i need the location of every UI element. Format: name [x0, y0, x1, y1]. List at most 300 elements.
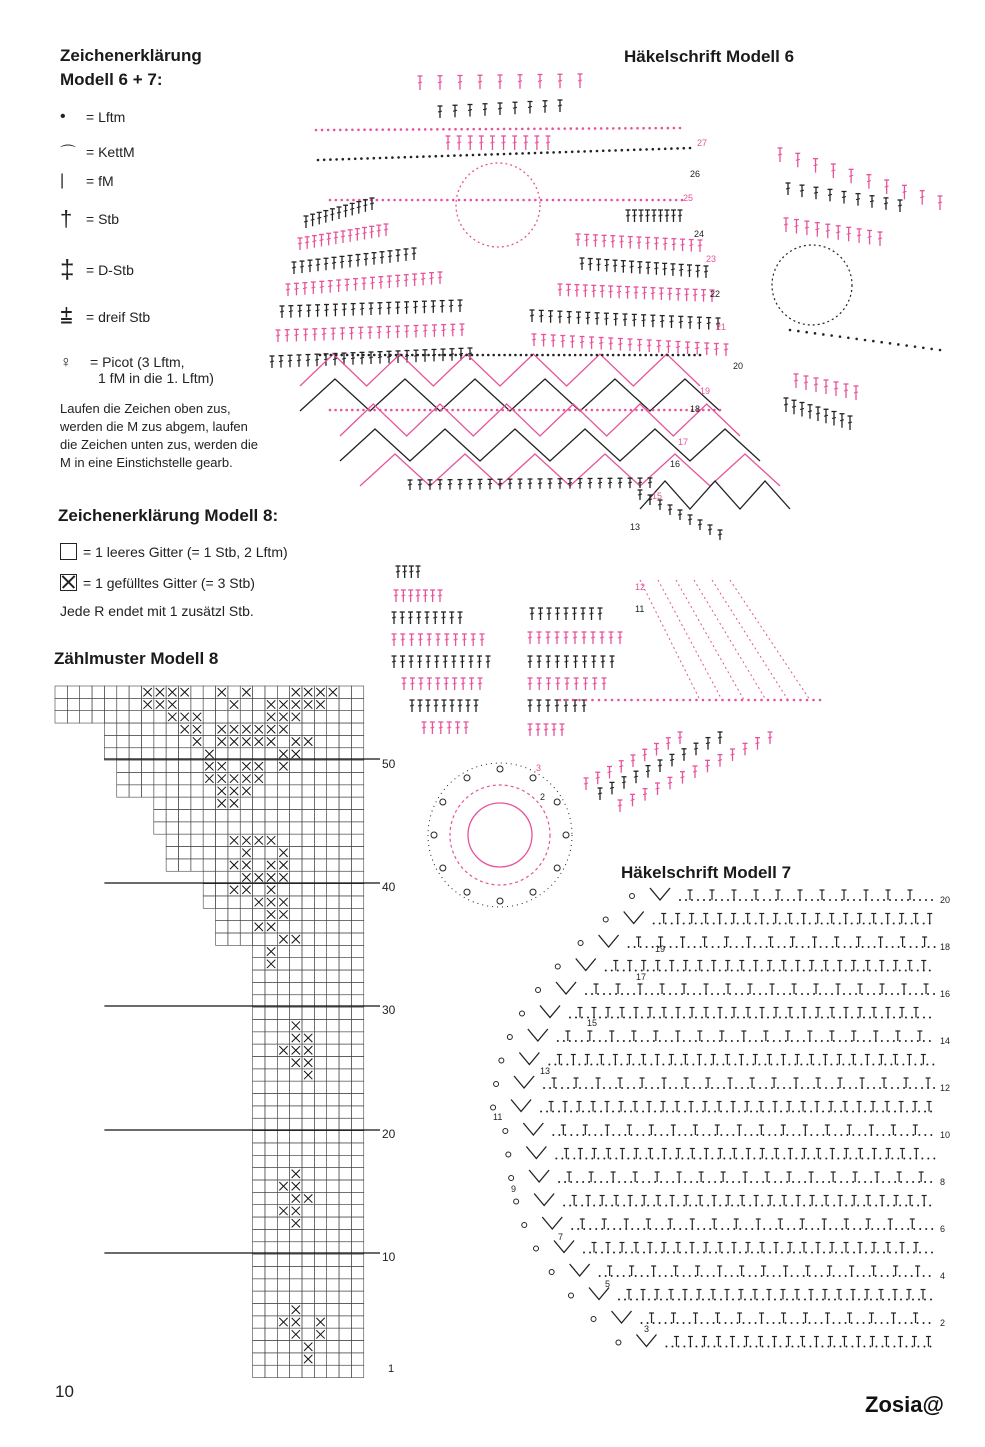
- chain-stitch: [882, 1181, 884, 1183]
- chain-stitch: [920, 1064, 922, 1066]
- chain-stitch: [917, 1040, 919, 1042]
- chain-stitch: [820, 946, 822, 948]
- chain-stitch: [929, 1017, 931, 1019]
- chain-stitch: [558, 1181, 560, 1183]
- chain-stitch: [928, 946, 930, 948]
- chain-stitch: [899, 970, 901, 972]
- chain-stitch: [869, 1346, 871, 1348]
- chain-stitch: [803, 1205, 805, 1207]
- chain-stitch: [846, 1134, 848, 1136]
- chain-stitch: [687, 1158, 689, 1160]
- chain-stitch: [671, 923, 673, 925]
- chain-stitch: [654, 1134, 656, 1136]
- chain-stitch: [821, 1017, 823, 1019]
- chain-stitch: [929, 1275, 931, 1277]
- chain-stitch: [922, 946, 924, 948]
- chain-stitch: [563, 1205, 565, 1207]
- picot-mark: [494, 1082, 499, 1087]
- chain-stitch: [754, 946, 756, 948]
- chain-stitch: [919, 1252, 921, 1254]
- chain-stitch: [888, 1181, 890, 1183]
- chain-stitch: [760, 946, 762, 948]
- chain-stitch: [696, 1299, 698, 1301]
- chain-stitch: [599, 1040, 601, 1042]
- chain-stitch: [665, 1346, 667, 1348]
- chain-stitch: [575, 1205, 577, 1207]
- chain-stitch: [655, 1252, 657, 1254]
- chain-stitch: [763, 1252, 765, 1254]
- picot-label-line2: 1 fM in die 1. Lftm): [98, 370, 214, 386]
- chain-stitch: [898, 946, 900, 948]
- chain-stitch: [612, 1134, 614, 1136]
- chain-stitch: [665, 1275, 667, 1277]
- chain-stitch: [642, 1111, 644, 1113]
- chain-stitch: [806, 1064, 808, 1066]
- chain-stitch: [750, 1134, 752, 1136]
- fan-stitch: [576, 959, 596, 971]
- chain-stitch: [822, 1299, 824, 1301]
- chain-stitch: [549, 1087, 551, 1089]
- chain-stitch: [925, 1252, 927, 1254]
- chain-stitch: [851, 923, 853, 925]
- fan-stitch: [624, 912, 644, 924]
- chain-stitch: [739, 899, 741, 901]
- chain-stitch: [637, 1228, 639, 1230]
- chain-stitch: [931, 1228, 933, 1230]
- chain-stitch: [589, 1228, 591, 1230]
- chain-stitch: [893, 1205, 895, 1207]
- chain-stitch: [594, 1181, 596, 1183]
- chain-stitch: [895, 1252, 897, 1254]
- chain-stitch: [769, 1252, 771, 1254]
- chain-stitch: [874, 946, 876, 948]
- chain-stitch: [751, 1228, 753, 1230]
- chain-stitch: [605, 1040, 607, 1042]
- chain-stitch: [811, 1252, 813, 1254]
- chain-stitch: [630, 1134, 632, 1136]
- chain-stitch: [665, 1205, 667, 1207]
- chain-stitch: [762, 1299, 764, 1301]
- chain-stitch: [617, 1017, 619, 1019]
- chain-stitch: [803, 1040, 805, 1042]
- picot-mark: [522, 1223, 527, 1228]
- chain-stitch: [659, 1040, 661, 1042]
- row-number: 23: [706, 254, 717, 264]
- chain-stitch: [863, 1205, 865, 1207]
- chain-stitch: [853, 1228, 855, 1230]
- chain-stitch: [695, 1275, 697, 1277]
- chain-stitch: [751, 899, 753, 901]
- chain-stitch: [927, 993, 929, 995]
- chain-stitch: [737, 1040, 739, 1042]
- chain-stitch: [609, 1087, 611, 1089]
- fan-stitch: [540, 1006, 560, 1018]
- chain-stitch: [816, 1299, 818, 1301]
- chain-stitch: [587, 1040, 589, 1042]
- row-number: 26: [690, 169, 701, 179]
- chain-stitch: [810, 1111, 812, 1113]
- chain-stitch: [701, 1040, 703, 1042]
- chain-stitch: [603, 1087, 605, 1089]
- chain-stitch: [812, 1064, 814, 1066]
- chain-stitch: [602, 1064, 604, 1066]
- chain-stitch: [893, 1275, 895, 1277]
- chain-stitch: [929, 970, 931, 972]
- row-number: 24: [694, 229, 705, 239]
- chain-stitch: [768, 1181, 770, 1183]
- chain-stitch: [588, 1181, 590, 1183]
- chain-stitch: [619, 1252, 621, 1254]
- chain-stitch: [736, 946, 738, 948]
- row-number: 6: [940, 1224, 946, 1234]
- chain-stitch: [901, 899, 903, 901]
- chain-stitch: [857, 970, 859, 972]
- chain-stitch: [798, 1111, 800, 1113]
- chain-stitch: [684, 1181, 686, 1183]
- chain-stitch: [685, 1252, 687, 1254]
- chain-stitch: [636, 1181, 638, 1183]
- chain-stitch: [743, 1017, 745, 1019]
- chain-stitch: [749, 1346, 751, 1348]
- chain-stitch: [793, 1228, 795, 1230]
- chain-stitch: [881, 1040, 883, 1042]
- chain-stitch: [853, 1252, 855, 1254]
- chain-stitch: [716, 1064, 718, 1066]
- chain-stitch: [668, 1064, 670, 1066]
- chain-stitch: [706, 946, 708, 948]
- chain-stitch: [621, 1087, 623, 1089]
- chain-stitch: [876, 1299, 878, 1301]
- chain-stitch: [600, 1181, 602, 1183]
- chain-stitch: [785, 1017, 787, 1019]
- chain-stitch: [642, 1134, 644, 1136]
- chain-stitch: [861, 1158, 863, 1160]
- chain-stitch: [923, 1040, 925, 1042]
- chain-stitch: [785, 1205, 787, 1207]
- chain-stitch: [685, 899, 687, 901]
- chain-stitch: [749, 1205, 751, 1207]
- chain-stitch: [725, 970, 727, 972]
- chain-stitch: [906, 1111, 908, 1113]
- chain-stitch: [677, 970, 679, 972]
- chain-stitch: [762, 1134, 764, 1136]
- chain-stitch: [720, 1134, 722, 1136]
- chain-stitch: [909, 1158, 911, 1160]
- chain-stitch: [743, 1346, 745, 1348]
- chain-stitch: [569, 1040, 571, 1042]
- chain-stitch: [761, 1275, 763, 1277]
- chain-stitch: [755, 1322, 757, 1324]
- chain-stitch: [779, 1040, 781, 1042]
- chain-stitch: [701, 1275, 703, 1277]
- chain-stitch: [883, 899, 885, 901]
- picot-mark: [499, 1058, 504, 1063]
- chain-stitch: [594, 1134, 596, 1136]
- chain-stitch: [774, 1134, 776, 1136]
- chain-stitch: [856, 946, 858, 948]
- chain-stitch: [624, 1181, 626, 1183]
- chain-stitch: [660, 1134, 662, 1136]
- chain-stitch: [918, 1181, 920, 1183]
- chain-stitch: [852, 1181, 854, 1183]
- chain-stitch: [703, 899, 705, 901]
- chain-stitch: [717, 1087, 719, 1089]
- chain-stitch: [863, 1040, 865, 1042]
- chain-stitch: [581, 1205, 583, 1207]
- chain-stitch: [844, 946, 846, 948]
- chain-stitch: [825, 993, 827, 995]
- chain-stitch: [801, 1158, 803, 1160]
- chain-stitch: [707, 1346, 709, 1348]
- chain-stitch: [737, 1017, 739, 1019]
- chain-stitch: [769, 899, 771, 901]
- chain-stitch: [685, 1228, 687, 1230]
- row-number: 19: [655, 944, 666, 954]
- chain-stitch: [680, 1064, 682, 1066]
- chain-stitch: [623, 970, 625, 972]
- chain-stitch: [613, 1228, 615, 1230]
- chain-stitch: [792, 1299, 794, 1301]
- chain-stitch: [581, 1017, 583, 1019]
- chain-stitch: [671, 1040, 673, 1042]
- chain-stitch: [683, 1322, 685, 1324]
- chain-stitch: [703, 1228, 705, 1230]
- chain-stitch: [825, 1087, 827, 1089]
- chain-stitch: [711, 1158, 713, 1160]
- chain-stitch: [738, 1111, 740, 1113]
- chain-stitch: [750, 1181, 752, 1183]
- chain-stitch: [591, 1158, 593, 1160]
- chain-stitch: [774, 1181, 776, 1183]
- row-number: 2: [940, 1318, 946, 1328]
- chain-stitch: [721, 1228, 723, 1230]
- chain-stitch: [589, 1252, 591, 1254]
- chain-stitch: [924, 1299, 926, 1301]
- fan-stitch: [570, 1264, 590, 1276]
- chain-stitch: [708, 1111, 710, 1113]
- chain-stitch: [684, 1111, 686, 1113]
- chain-stitch: [671, 1275, 673, 1277]
- chain-stitch: [777, 1087, 779, 1089]
- chain-stitch: [543, 1087, 545, 1089]
- chain-stitch: [749, 1040, 751, 1042]
- note-line: die Zeichen unten zus, werden die: [60, 437, 259, 452]
- chain-stitch: [728, 1064, 730, 1066]
- chain-stitch: [803, 970, 805, 972]
- chain-stitch: [873, 1087, 875, 1089]
- chain-stitch: [606, 1181, 608, 1183]
- chain-stitch: [615, 1158, 617, 1160]
- chain-stitch: [872, 1064, 874, 1066]
- chain-stitch: [613, 1252, 615, 1254]
- chain-stitch: [905, 923, 907, 925]
- chain-stitch: [864, 1111, 866, 1113]
- picot-mark: [491, 1105, 496, 1110]
- chain-stitch: [902, 1064, 904, 1066]
- chain-stitch: [595, 1252, 597, 1254]
- chain-stitch: [665, 923, 667, 925]
- chain-stitch: [804, 1111, 806, 1113]
- chain-stitch: [780, 1181, 782, 1183]
- chain-stitch: [888, 1299, 890, 1301]
- fan-stitch: [542, 1217, 562, 1229]
- chain-stitch: [892, 946, 894, 948]
- chain-stitch: [932, 1064, 934, 1066]
- legend-8-title: Zeichenerklärung Modell 8:: [58, 506, 279, 525]
- chain-stitch: [570, 1111, 572, 1113]
- chain-stitch: [896, 1064, 898, 1066]
- chain-stitch: [635, 1205, 637, 1207]
- chain-stitch: [573, 1087, 575, 1089]
- picot-mark: [630, 894, 635, 899]
- chain-stitch: [711, 993, 713, 995]
- chain-stitch: [933, 993, 935, 995]
- chain-stitch: [691, 899, 693, 901]
- chain-stitch: [726, 1181, 728, 1183]
- chain-stitch: [929, 1346, 931, 1348]
- chain-stitch: [911, 1275, 913, 1277]
- row-number: 5: [605, 1279, 611, 1289]
- chain-stitch: [849, 993, 851, 995]
- chain-stitch: [617, 1205, 619, 1207]
- chain-stitch: [775, 899, 777, 901]
- chain-stitch: [915, 1087, 917, 1089]
- chain-stitch: [599, 1275, 601, 1277]
- chain-stitch: [727, 1252, 729, 1254]
- picot-mark: [555, 964, 560, 969]
- chain-stitch: [732, 1134, 734, 1136]
- chain-stitch: [862, 946, 864, 948]
- chain-stitch: [929, 1205, 931, 1207]
- chain-stitch: [641, 1205, 643, 1207]
- chain-stitch: [894, 1134, 896, 1136]
- chain-stitch: [801, 993, 803, 995]
- chain-stitch: [661, 1252, 663, 1254]
- chain-stitch: [811, 899, 813, 901]
- chain-stitch: [847, 1228, 849, 1230]
- chain-stitch: [887, 1322, 889, 1324]
- chain-stitch: [882, 1299, 884, 1301]
- chain-stitch: [653, 923, 655, 925]
- chain-stitch: [929, 1040, 931, 1042]
- chain-stitch: [849, 1158, 851, 1160]
- chain-stitch: [639, 1158, 641, 1160]
- chain-stitch: [667, 1228, 669, 1230]
- chain-stitch: [641, 1040, 643, 1042]
- chain-stitch: [582, 1181, 584, 1183]
- chain-stitch: [683, 1017, 685, 1019]
- picot-icon: ♀: [60, 354, 72, 371]
- chain-stitch: [666, 1181, 668, 1183]
- chain-stitch: [895, 899, 897, 901]
- row-number: 9: [511, 1184, 517, 1194]
- chain-stitch: [689, 923, 691, 925]
- chain-stitch: [767, 1205, 769, 1207]
- chain-stitch: [694, 946, 696, 948]
- chain-stitch: [591, 1087, 593, 1089]
- chain-stitch: [673, 1252, 675, 1254]
- chain-stitch: [540, 1111, 542, 1113]
- chain-stitch: [827, 1275, 829, 1277]
- chain-stitch: [617, 1040, 619, 1042]
- chain-stitch: [727, 1228, 729, 1230]
- chain-stitch: [617, 970, 619, 972]
- chain-stitch: [625, 1252, 627, 1254]
- note-line: Laufen die Zeichen oben zus,: [60, 401, 231, 416]
- chain-stitch: [605, 1017, 607, 1019]
- chain-stitch: [623, 1017, 625, 1019]
- chain-stitch: [710, 1064, 712, 1066]
- chain-stitch: [833, 1346, 835, 1348]
- chain-stitch: [767, 970, 769, 972]
- row-number: 20: [940, 895, 951, 905]
- chain-stitch: [707, 1322, 709, 1324]
- row-number: 16: [940, 989, 951, 999]
- chain-stitch: [722, 1064, 724, 1066]
- chain-stitch: [900, 1181, 902, 1183]
- chain-stitch: [859, 1228, 861, 1230]
- chain-stitch: [689, 1275, 691, 1277]
- chain-stitch: [865, 1252, 867, 1254]
- chain-stitch: [720, 1111, 722, 1113]
- chain-stitch: [557, 1040, 559, 1042]
- chain-stitch: [715, 1228, 717, 1230]
- chain-stitch: [735, 1087, 737, 1089]
- chain-stitch: [888, 1134, 890, 1136]
- chain-stitch: [695, 1017, 697, 1019]
- chain-stitch: [575, 1017, 577, 1019]
- chain-stitch: [821, 1346, 823, 1348]
- chain-stitch: [745, 899, 747, 901]
- chain-stitch: [781, 1252, 783, 1254]
- chain-stitch: [765, 993, 767, 995]
- chain-stitch: [825, 1158, 827, 1160]
- chain-stitch: [600, 1111, 602, 1113]
- chain-stitch: [834, 1181, 836, 1183]
- chain-stitch: [708, 1299, 710, 1301]
- chain-stitch: [833, 1205, 835, 1207]
- chain-stitch: [564, 1181, 566, 1183]
- chain-stitch: [886, 946, 888, 948]
- chain-stitch: [744, 1111, 746, 1113]
- chain-stitch: [719, 1322, 721, 1324]
- chain-stitch: [845, 1275, 847, 1277]
- chain-stitch: [875, 970, 877, 972]
- chain-stitch: [863, 1322, 865, 1324]
- chain-stitch: [695, 1346, 697, 1348]
- chain-stitch: [863, 923, 865, 925]
- chain-stitch: [708, 1134, 710, 1136]
- chain-stitch: [593, 1205, 595, 1207]
- chain-stitch: [881, 923, 883, 925]
- row-number: 12: [940, 1083, 951, 1093]
- chain-stitch: [763, 899, 765, 901]
- chain-stitch: [695, 970, 697, 972]
- chain-stitch: [934, 946, 936, 948]
- chain-stitch: [845, 1346, 847, 1348]
- chain-stitch: [761, 1346, 763, 1348]
- chain-stitch: [924, 1181, 926, 1183]
- chain-stitch: [893, 1040, 895, 1042]
- chain-stitch: [857, 1322, 859, 1324]
- chain-stitch: [841, 1228, 843, 1230]
- chain-stitch: [603, 1158, 605, 1160]
- chain-stitch: [576, 1181, 578, 1183]
- chain-stitch: [707, 1017, 709, 1019]
- chain-stitch: [701, 1205, 703, 1207]
- chain-stitch: [672, 1181, 674, 1183]
- chain-stitch: [875, 1275, 877, 1277]
